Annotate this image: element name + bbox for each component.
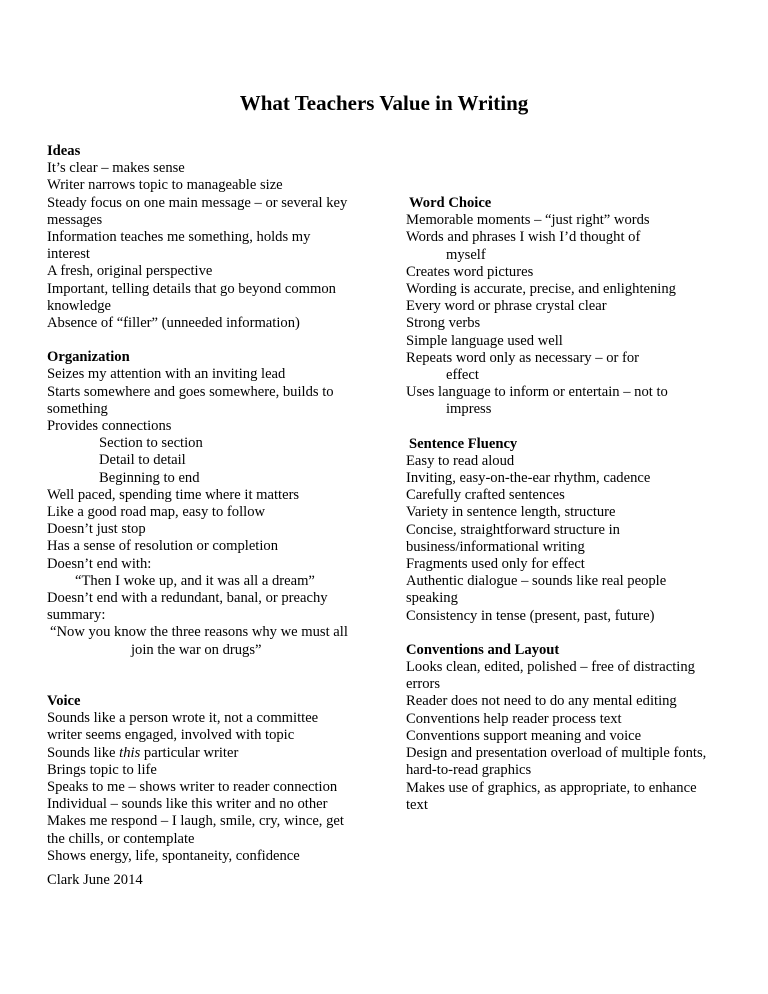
list-item: Carefully crafted sentences <box>406 487 565 504</box>
list-item: A fresh, original perspective <box>47 263 213 280</box>
list-item: Design and presentation overload of multiple fonts, <box>406 745 707 762</box>
list-item: Conventions help reader process text <box>406 710 622 727</box>
list-item: Shows energy, life, spontaneity, confidence <box>47 847 300 864</box>
list-item <box>47 745 377 762</box>
list-item: Writer narrows topic to manageable size <box>47 177 283 194</box>
list-item: Like a good road map, easy to follow <box>47 504 266 521</box>
list-item: interest <box>47 246 90 263</box>
list-item: Beginning to end <box>99 469 200 486</box>
word-choice-section <box>406 195 736 419</box>
list-item: Speaks to me – shows writer to reader connection <box>47 778 338 795</box>
list-item: effect <box>446 367 479 384</box>
list-item: Consistency in tense (present, past, future) <box>406 607 655 624</box>
list-item: Easy to read aloud <box>406 452 515 469</box>
list-item: writer seems engaged, involved with topic <box>47 727 295 744</box>
list-item: summary: <box>47 607 106 624</box>
list-item: Strong verbs <box>406 315 481 332</box>
list-item: Section to section <box>99 435 203 452</box>
section-heading: Voice <box>47 692 81 709</box>
list-item: Starts somewhere and goes somewhere, builds to <box>47 383 334 400</box>
list-item: Detail to detail <box>99 452 186 469</box>
ideas-section <box>47 143 377 332</box>
footer-credit: Clark June 2014 <box>47 872 143 888</box>
conventions-section <box>406 642 736 814</box>
list-item: It’s clear – makes sense <box>47 160 185 177</box>
list-item: Conventions support meaning and voice <box>406 727 642 744</box>
list-item: Looks clean, edited, polished – free of distracting <box>406 659 695 676</box>
list-item: Steady focus on one main message – or several key <box>47 194 348 211</box>
list-item: Makes use of graphics, as appropriate, to enhance <box>406 779 697 796</box>
section-heading: Word Choice <box>409 195 492 211</box>
list-item-text: particular writer <box>140 744 239 761</box>
list-item: Simple language used well <box>406 332 563 349</box>
section-heading: Sentence Fluency <box>409 435 518 452</box>
section-heading: Organization <box>47 349 130 366</box>
list-item: Absence of “filler” (unneeded information) <box>47 315 300 332</box>
section-heading: Conventions and Layout <box>406 641 560 658</box>
list-item: hard-to-read graphics <box>406 762 532 779</box>
list-item: Authentic dialogue – sounds like real people <box>406 573 667 590</box>
list-item: Well paced, spending time where it matters <box>47 486 300 503</box>
list-item: errors <box>406 676 441 693</box>
list-item: Variety in sentence length, structure <box>406 504 616 521</box>
list-item-text: Sounds like <box>47 744 120 761</box>
list-item: impress <box>446 401 492 418</box>
list-item: Provides connections <box>47 418 172 435</box>
list-item: “Then I woke up, and it was all a dream” <box>75 572 315 589</box>
list-item: “Now you know the three reasons why we must all <box>50 624 348 641</box>
list-item: text <box>406 796 428 813</box>
list-item: join the war on drugs” <box>131 641 262 658</box>
page-title: What Teachers Value in Writing <box>239 91 529 115</box>
list-item: Information teaches me something, holds my <box>47 229 311 246</box>
list-item: Important, telling details that go beyond common <box>47 280 336 297</box>
list-item: Brings topic to life <box>47 761 157 778</box>
list-item: Inviting, easy-on-the-ear rhythm, cadence <box>406 470 651 487</box>
list-item: Sounds like a person wrote it, not a committee <box>47 710 319 727</box>
list-item: something <box>47 400 108 417</box>
list-item: Seizes my attention with an inviting lead <box>47 366 286 383</box>
list-item: Doesn’t end with a redundant, banal, or preachy <box>47 590 328 607</box>
list-item: Memorable moments – “just right” words <box>406 212 650 229</box>
list-item: Reader does not need to do any mental editing <box>406 693 677 710</box>
sentence-fluency-section <box>406 436 736 625</box>
list-item: Concise, straightforward structure in <box>406 521 620 538</box>
list-item: Doesn’t end with: <box>47 555 152 572</box>
list-item: Words and phrases I wish I’d thought of <box>406 229 641 246</box>
voice-section <box>47 693 377 865</box>
right-column <box>406 195 736 814</box>
list-item: Creates word pictures <box>406 263 534 280</box>
organization-section <box>47 349 377 659</box>
list-item: Makes me respond – I laugh, smile, cry, wince, get <box>47 813 344 830</box>
section-heading: Ideas <box>47 143 81 159</box>
list-item: business/informational writing <box>406 538 585 555</box>
list-item: messages <box>47 211 103 228</box>
list-item: Has a sense of resolution or completion <box>47 538 279 555</box>
list-item: Every word or phrase crystal clear <box>406 298 607 315</box>
list-item: Doesn’t just stop <box>47 521 146 538</box>
list-item: Individual – sounds like this writer and no other <box>47 796 328 813</box>
emphasis-text: this <box>119 744 141 761</box>
list-item: knowledge <box>47 297 112 314</box>
list-item: Fragments used only for effect <box>406 556 585 573</box>
list-item: myself <box>446 246 486 263</box>
list-item: speaking <box>406 590 458 607</box>
list-item: the chills, or contemplate <box>47 830 195 847</box>
left-column <box>47 143 377 865</box>
list-item: Repeats word only as necessary – or for <box>406 349 640 366</box>
list-item: Wording is accurate, precise, and enlightening <box>406 281 676 298</box>
list-item: Uses language to inform or entertain – not to <box>406 384 668 401</box>
